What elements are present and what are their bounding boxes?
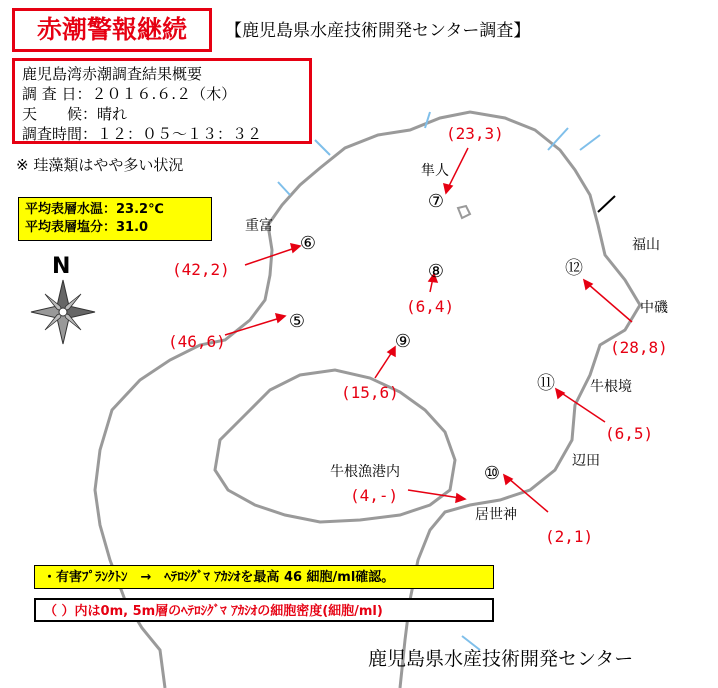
- survey-info-box: [12, 58, 312, 144]
- alert-title: 赤潮警報継続: [12, 8, 212, 52]
- station-12: ⑫: [565, 258, 583, 279]
- station-11: ⑪: [537, 373, 555, 394]
- diatom-note: ※ 珪藻類はやや多い状況: [16, 156, 184, 174]
- place-ushine-port: 牛根漁港内: [330, 464, 400, 480]
- density-station-5: (46,6): [168, 332, 226, 351]
- header-source: 【鹿児島県水産技術開発センター調査】: [225, 21, 531, 41]
- compass-rose: [31, 280, 95, 344]
- water-quality-box: [18, 197, 212, 241]
- place-nakaiso: 中磯: [640, 300, 668, 316]
- river: [315, 140, 330, 155]
- station-5: ⑤: [288, 311, 306, 332]
- river: [580, 135, 600, 150]
- place-shigetomi: 重富: [245, 218, 273, 234]
- density-ushine-port: (4,-): [350, 486, 399, 505]
- survey-time: 調査時間：１２：０５〜１３：３２: [22, 125, 263, 143]
- density-station-6: (42,2): [172, 260, 230, 279]
- station-8: ⑧: [427, 261, 445, 282]
- density-station-10: (2,1): [545, 527, 594, 546]
- place-fukuyama: 福山: [632, 237, 660, 253]
- water-salinity: 平均表層塩分：31.0: [25, 220, 149, 235]
- place-hayato: 隼人: [421, 163, 449, 179]
- survey-name: 鹿児島湾赤潮調査結果概要: [22, 65, 203, 83]
- density-station-8: (6,4): [406, 297, 455, 316]
- survey-weather: 天 候：晴れ: [22, 105, 128, 123]
- harmful-plankton-banner: ・有害ﾌﾟﾗﾝｸﾄﾝ → ﾍﾃﾛｼｸﾞﾏ ｱｶｼｵを最高 46 細胞/ml確認。: [34, 565, 494, 589]
- road: [598, 196, 615, 212]
- place-hetta: 辺田: [572, 453, 600, 469]
- place-koseishin: 居世神: [475, 507, 517, 523]
- river: [278, 182, 290, 195]
- small-island: [458, 206, 470, 218]
- density-station-9: (15,6): [341, 383, 399, 402]
- place-ushinekyo: 牛根境: [590, 379, 632, 395]
- survey-date: 調 査 日：２０１６.６.２（木）: [22, 85, 237, 103]
- river: [425, 112, 430, 128]
- density-station-11: (6,5): [605, 424, 654, 443]
- footer-organization: 鹿児島県水産技術開発センター: [368, 648, 634, 670]
- station-9: ⑨: [394, 331, 412, 352]
- density-legend-banner: （ ）内は0m, 5m層のﾍﾃﾛｼｸﾞﾏ ｱｶｼｵの細胞密度(細胞/ml): [34, 598, 494, 622]
- density-station-12: (28,8): [610, 338, 668, 357]
- sakurajima-coastline: [215, 370, 455, 522]
- north-label: N: [52, 254, 71, 279]
- station-7: ⑦: [427, 191, 445, 212]
- water-temperature: 平均表層水温：23.2℃: [25, 202, 164, 217]
- station-10: ⑩: [483, 463, 501, 484]
- density-station-7: (23,3): [446, 124, 504, 143]
- station-6: ⑥: [299, 233, 317, 254]
